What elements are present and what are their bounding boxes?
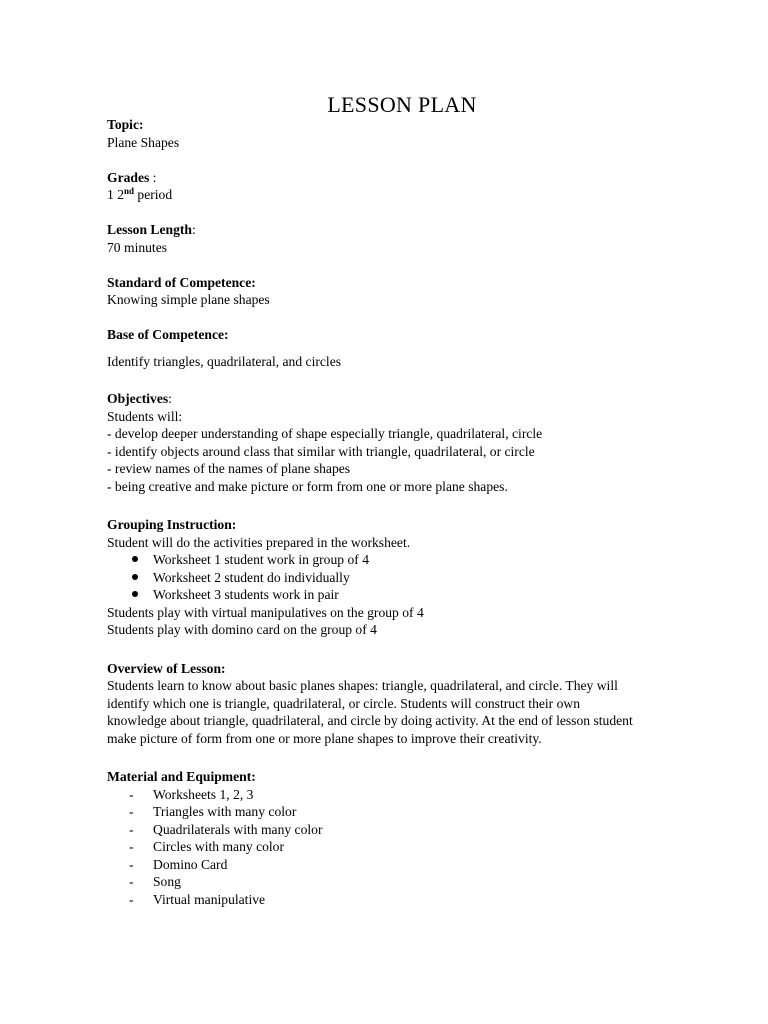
base-section xyxy=(107,326,727,370)
list-item xyxy=(107,803,727,821)
dash-marker: - xyxy=(129,804,134,819)
bullet-icon xyxy=(132,556,138,562)
topic-label: Topic: xyxy=(107,117,144,132)
lesson-length-section xyxy=(107,221,727,256)
list-item xyxy=(107,856,727,874)
objective-item: - review names of the names of plane shapes xyxy=(107,461,351,476)
material-text: Domino Card xyxy=(153,856,228,872)
materials-section xyxy=(107,768,727,908)
list-item xyxy=(107,786,727,804)
lesson-length-label: Lesson Length xyxy=(107,222,192,237)
lesson-length-suffix: : xyxy=(191,222,196,237)
grouping-note: Students play with domino card on the group of 4 xyxy=(107,622,377,637)
grades-label: Grades xyxy=(107,169,150,185)
list-item xyxy=(107,873,727,891)
objective-item: - develop deeper understanding of shape especially triangle, quadrilateral, circle xyxy=(107,426,543,441)
grouping-section xyxy=(107,516,727,639)
topic-section xyxy=(107,116,727,151)
grouping-bullet-text: Worksheet 1 student work in group of 4 xyxy=(153,552,369,567)
grouping-bullet-text: Worksheet 3 students work in pair xyxy=(153,587,339,602)
overview-line: make picture of form from one or more plane shapes to improve their creativity. xyxy=(107,730,542,746)
grouping-note: Students play with virtual manipulatives on the group of 4 xyxy=(107,604,424,620)
list-item xyxy=(107,821,727,839)
standard-section xyxy=(107,274,727,309)
overview-line: Students learn to know about basic planes shapes: triangle, quadrilateral, and circle. They will xyxy=(107,678,618,693)
material-text: Song xyxy=(153,874,181,889)
base-label: Base of Competence: xyxy=(107,327,229,342)
grades-ordinal: nd xyxy=(124,186,135,196)
grouping-label: Grouping Instruction: xyxy=(107,517,237,532)
document-title: LESSON PLAN xyxy=(327,92,477,117)
material-text: Triangles with many color xyxy=(153,804,297,819)
objectives-section xyxy=(107,390,727,495)
material-text: Circles with many color xyxy=(153,839,284,854)
grouping-bullet-text: Worksheet 2 student do individually xyxy=(153,569,350,585)
dash-marker: - xyxy=(129,874,134,889)
overview-line: knowledge about triangle, quadrilateral, and circle by doing activity. At the end of lesson student xyxy=(107,713,633,728)
materials-list xyxy=(107,786,727,909)
list-item xyxy=(107,569,727,587)
overview-label: Overview of Lesson: xyxy=(107,660,226,676)
list-item xyxy=(107,586,727,604)
material-text: Worksheets 1, 2, 3 xyxy=(153,786,254,802)
list-item xyxy=(107,838,727,856)
overview-section xyxy=(107,660,727,748)
standard-label: Standard of Competence: xyxy=(107,274,256,290)
dash-marker: - xyxy=(129,856,134,872)
grouping-intro: Student will do the activities prepared in the worksheet. xyxy=(107,534,411,550)
dash-marker: - xyxy=(129,786,134,802)
list-item xyxy=(107,891,727,909)
materials-label: Material and Equipment: xyxy=(107,769,256,784)
material-text: Virtual manipulative xyxy=(153,891,266,907)
grades-section xyxy=(107,169,727,204)
dash-marker: - xyxy=(129,821,134,837)
dash-marker: - xyxy=(129,891,134,907)
grades-value xyxy=(107,186,727,204)
bullet-icon xyxy=(132,591,138,597)
grades-period: period xyxy=(134,187,173,202)
objectives-intro: Students will: xyxy=(107,408,183,424)
material-text: Quadrilaterals with many color xyxy=(153,821,323,837)
objectives-label: Objectives xyxy=(107,391,169,406)
objectives-suffix: : xyxy=(168,391,172,406)
grades-label-suffix: : xyxy=(149,169,157,185)
grouping-bullet-list xyxy=(107,551,727,604)
grades-number: 1 2 xyxy=(107,187,124,202)
standard-value: Knowing simple plane shapes xyxy=(107,292,270,307)
overview-line: identify which one is triangle, quadrilateral, or circle. Students will construct their own xyxy=(107,695,581,711)
list-item xyxy=(107,551,727,569)
document-body xyxy=(107,116,727,908)
bullet-icon xyxy=(132,574,138,580)
topic-value: Plane Shapes xyxy=(107,134,180,150)
lesson-length-value: 70 minutes xyxy=(107,239,168,255)
objective-item: - identify objects around class that similar with triangle, quadrilateral, or circle xyxy=(107,443,535,459)
objective-item: - being creative and make picture or form from one or more plane shapes. xyxy=(107,478,508,494)
base-value: Identify triangles, quadrilateral, and circles xyxy=(107,353,342,369)
dash-marker: - xyxy=(129,839,134,854)
